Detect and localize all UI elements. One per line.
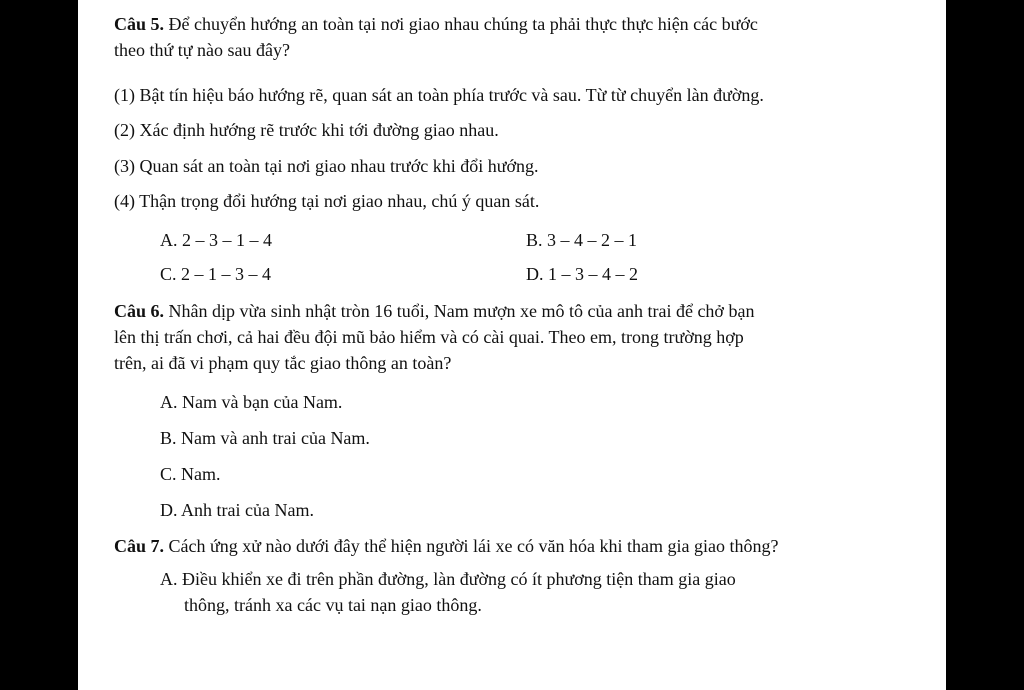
q5-option-d[interactable]: D. 1 – 3 – 4 – 2 [526, 264, 638, 284]
q5-step-3: (3) Quan sát an toàn tại nơi giao nhau trước khi đổi hướng. [114, 156, 539, 176]
q6-text-line3: trên, ai đã vi phạm quy tắc giao thông an toàn? [114, 353, 452, 373]
q6-question-line1 [114, 300, 754, 322]
q5-step-2: (2) Xác định hướng rẽ trước khi tới đường giao nhau. [114, 120, 499, 140]
q6-option-a[interactable]: A. Nam và bạn của Nam. [160, 392, 343, 412]
q6-text-line1: Nhân dịp vừa sinh nhật tròn 16 tuổi, Nam mượn xe mô tô của anh trai để chở bạn [164, 301, 755, 321]
q7-option-a-line1[interactable]: A. Điều khiển xe đi trên phần đường, làn đường có ít phương tiện tham gia giao [160, 569, 736, 589]
q5-step-1: (1) Bật tín hiệu báo hướng rẽ, quan sát an toàn phía trước và sau. Từ từ chuyển làn đường. [114, 85, 764, 105]
q6-option-d[interactable]: D. Anh trai của Nam. [160, 500, 314, 520]
q6-option-c[interactable]: C. Nam. [160, 464, 221, 484]
q7-question-line [114, 535, 778, 557]
q6-text-line2: lên thị trấn chơi, cả hai đều đội mũ bảo hiểm và có cài quai. Theo em, trong trường hợp [114, 327, 744, 347]
q6-label: Câu 6. [114, 301, 165, 321]
q7-option-a-line2[interactable]: thông, tránh xa các vụ tai nạn giao thông. [184, 595, 482, 615]
q5-question-line1 [114, 13, 758, 35]
q6-option-b[interactable]: B. Nam và anh trai của Nam. [160, 428, 370, 448]
q5-text-line2: theo thứ tự nào sau đây? [114, 40, 290, 60]
q5-step-4: (4) Thận trọng đổi hướng tại nơi giao nhau, chú ý quan sát. [114, 191, 540, 211]
q5-option-a[interactable]: A. 2 – 3 – 1 – 4 [160, 230, 272, 250]
document-page [78, 0, 946, 690]
q7-label: Câu 7. [114, 536, 165, 556]
q5-text-line1: Để chuyển hướng an toàn tại nơi giao nhau chúng ta phải thực thực hiện các bước [164, 14, 758, 34]
q5-label: Câu 5. [114, 14, 165, 34]
q5-option-c[interactable]: C. 2 – 1 – 3 – 4 [160, 264, 272, 284]
q5-option-b[interactable]: B. 3 – 4 – 2 – 1 [526, 230, 638, 250]
q7-text: Cách ứng xử nào dưới đây thể hiện người lái xe có văn hóa khi tham gia giao thông? [164, 536, 779, 556]
